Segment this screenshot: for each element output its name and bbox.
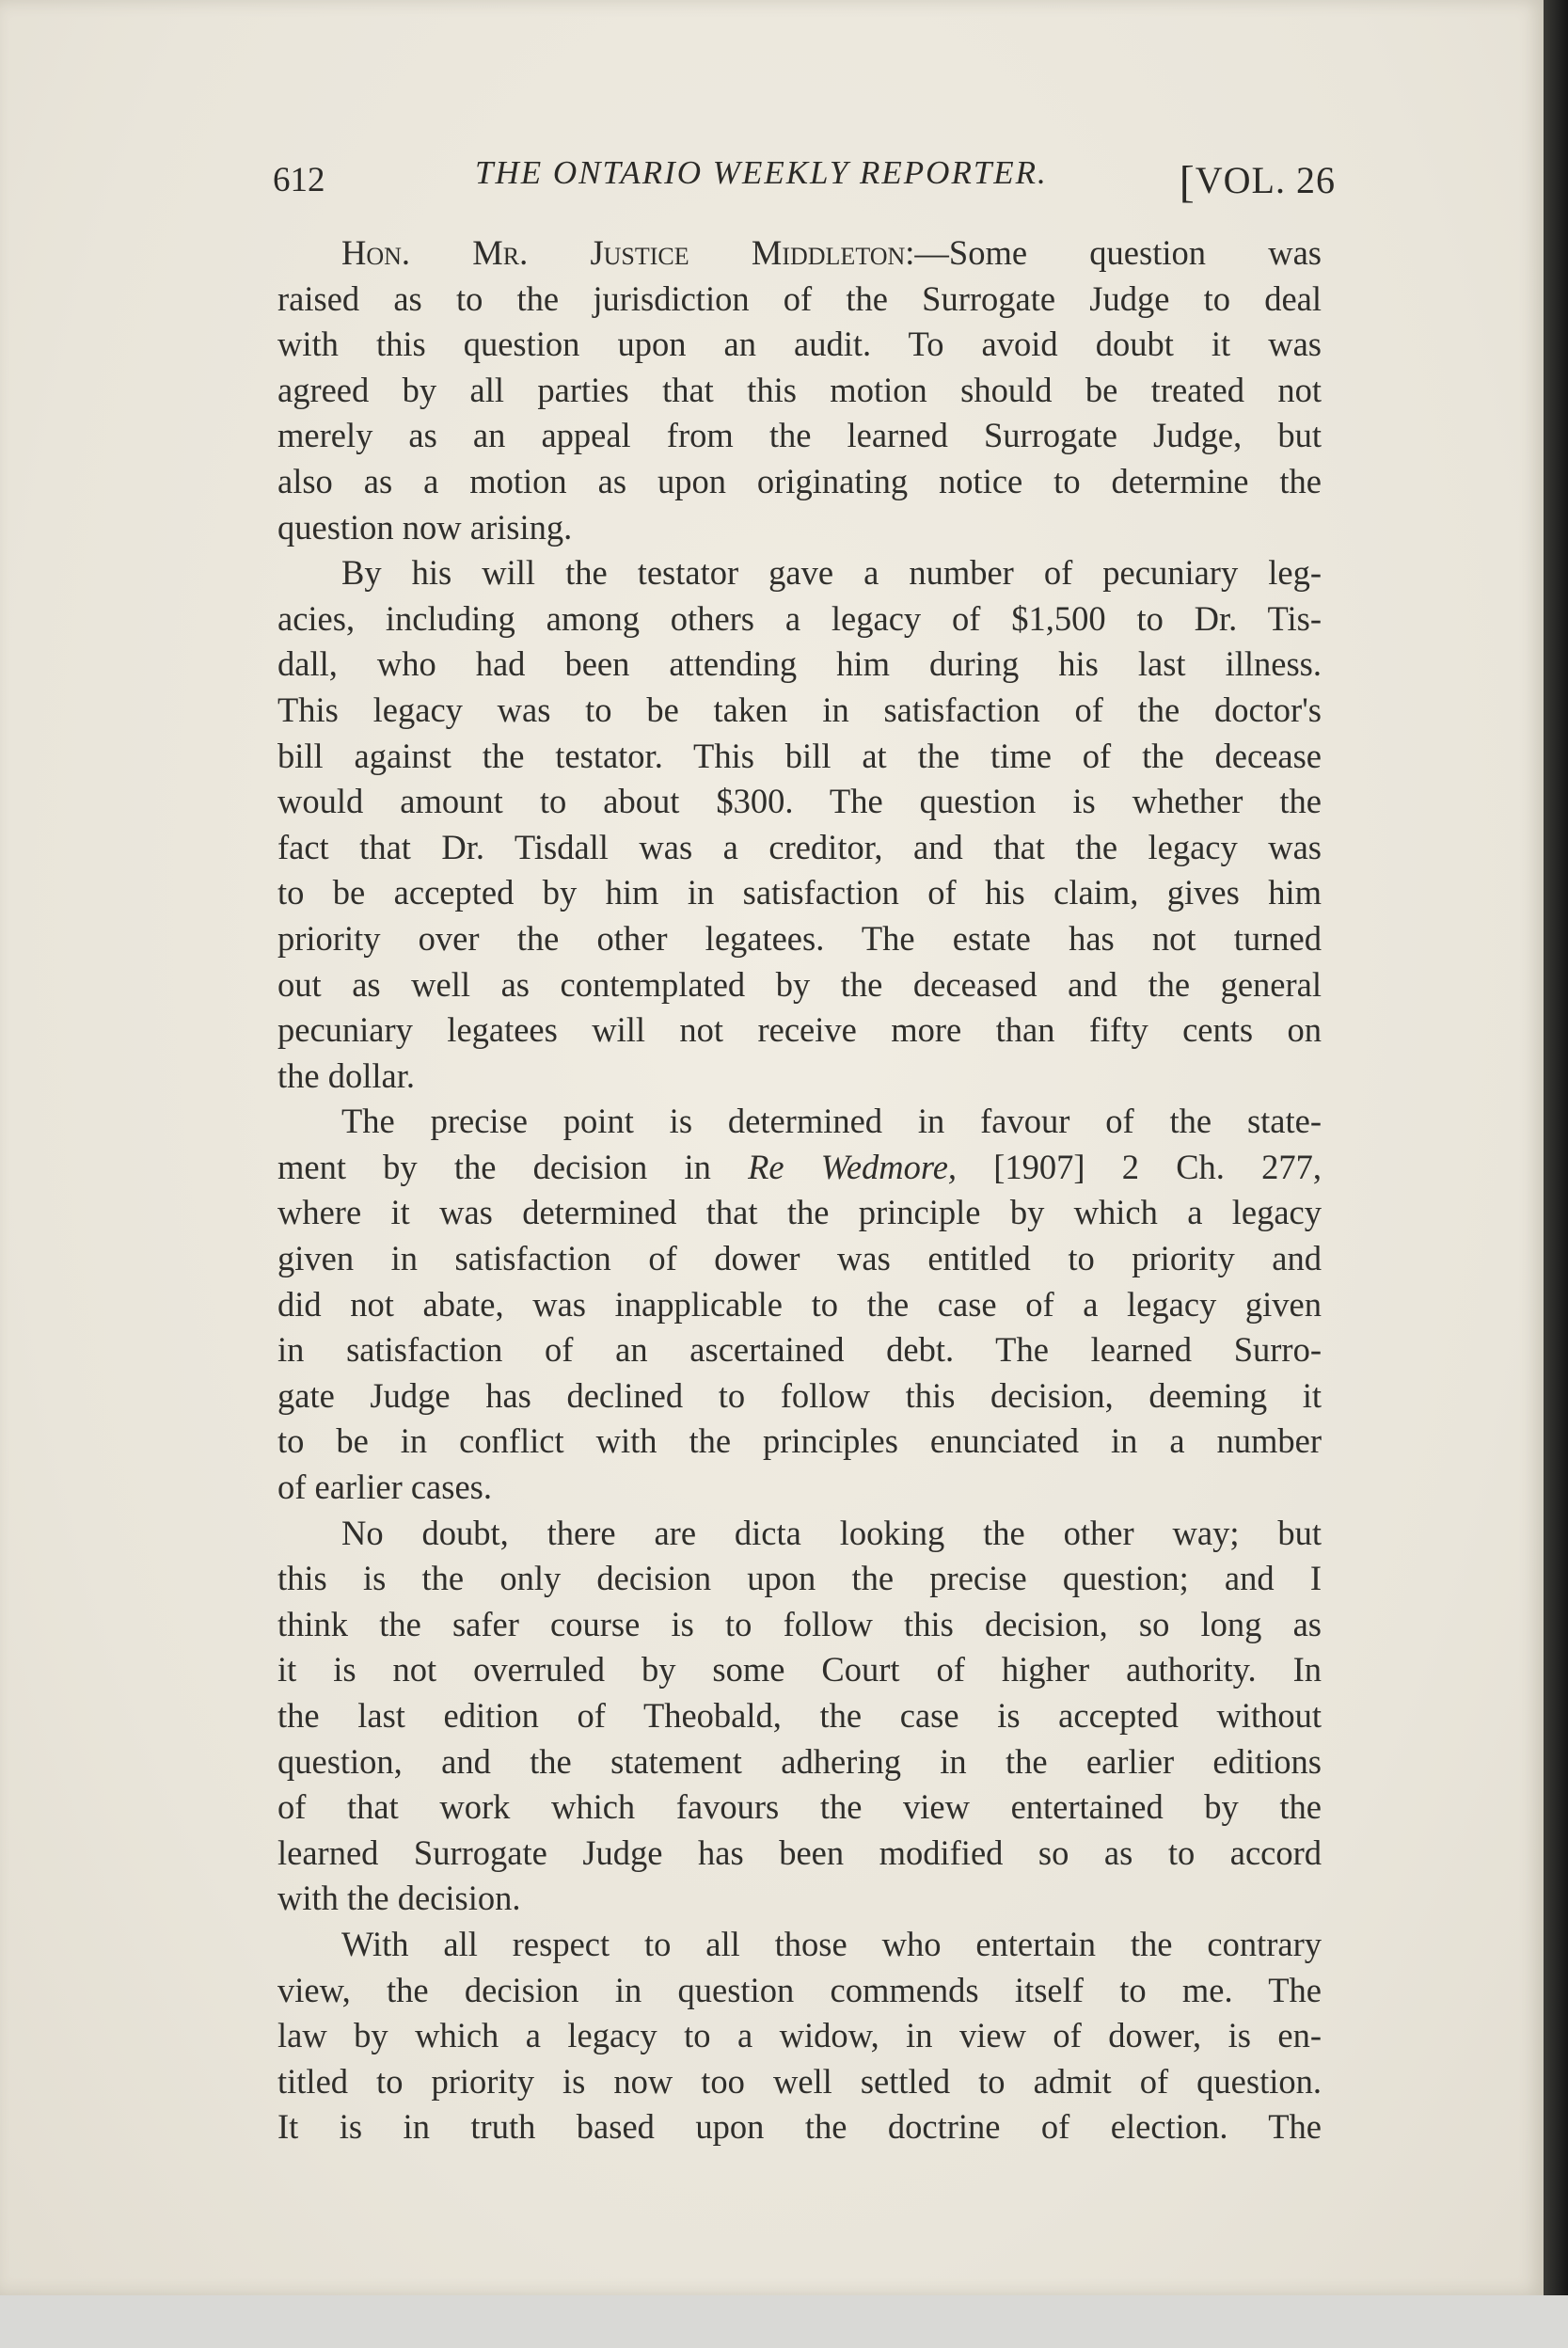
text-line [277,1145,1322,1191]
paragraph [277,550,1322,1099]
text-line: the last edition of Theobald, the case is accepted without [277,1696,1322,1735]
text-line: of earlier cases. [277,1468,492,1507]
page-number: 612 [273,161,325,199]
text-line: merely as an appeal from the learned Surrogate Judge, but [277,416,1322,455]
text-line: it is not overruled by some Court of higher authority. In [277,1650,1322,1690]
text-line: this is the only decision upon the precise question; and I [277,1559,1322,1598]
text-line: the dollar. [277,1055,415,1095]
text-line: also as a motion as upon originating notice to determine the [277,461,1322,500]
case-citation: Re Wedmore, [748,1147,958,1186]
text-line: It is in truth based upon the doctrine of election. The [277,2107,1322,2147]
judgment-text [277,230,1322,2150]
text-line: with this question upon an audit. To avoid doubt it was [277,325,1322,364]
text-line: law by which a legacy to a widow, in view of dower, is en- [277,2016,1322,2055]
text-line: By his will the testator gave a number of pecuniary leg- [341,553,1322,593]
running-header [273,151,1336,216]
text-line: No doubt, there are dicta looking the other way; but [341,1513,1322,1552]
text-line: bill against the testator. This bill at the time of the decease [277,736,1322,775]
text-line: with the decision. [277,1879,521,1918]
text-line: out as well as contemplated by the deceased and the general [277,964,1322,1004]
paragraph [277,1511,1322,1922]
text-line: agreed by all parties that this motion should be treated not [277,370,1322,409]
text-line: to be in conflict with the principles enunciated in a number [277,1421,1322,1461]
text-segment: ment by the decision in [277,1147,749,1186]
text-line: fact that Dr. Tisdall was a creditor, and that the legacy was [277,827,1322,866]
text-line: would amount to about $300. The question is whether the [277,782,1322,821]
text-line: think the safer course is to follow this decision, so long as [277,1604,1322,1643]
text-line: acies, including among others a legacy of $1,500 to Dr. Tis- [277,598,1322,638]
text-segment: :—Some question was [905,233,1322,272]
text-line: learned Surrogate Judge has been modified so as to accord [277,1832,1322,1872]
book-spine-edge [1544,0,1568,2295]
judge-name: Hon. Mr. Justice Middleton [341,233,906,272]
text-line: This legacy was to be taken in satisfaction of the doctor's [277,690,1322,729]
text-line: The precise point is determined in favour of the state- [341,1102,1322,1141]
text-line: of that work which favours the view entertained by the [277,1787,1322,1827]
volume-bracket: [ [1179,157,1196,207]
text-line: dall, who had been attending him during his last illness. [277,644,1322,684]
volume-label [1179,152,1336,207]
text-line: With all respect to all those who entertain the contrary [341,1924,1322,1963]
text-line: where it was determined that the principle by which a legacy [277,1193,1322,1232]
text-line: did not abate, was inapplicable to the case of a legacy given [277,1284,1322,1324]
paragraph [277,1099,1322,1510]
text-line: given in satisfaction of dower was entitled to priority and [277,1239,1322,1278]
text-line: titled to priority is now too well settled to admit of question. [277,2061,1322,2101]
text-line: priority over the other legatees. The estate has not turned [277,918,1322,958]
paragraph [277,1922,1322,2150]
text-line: question, and the statement adhering in the earlier editions [277,1741,1322,1781]
text-line: view, the decision in question commends itself to me. The [277,1970,1322,2009]
text-line: gate Judge has declined to follow this decision, deeming it [277,1375,1322,1415]
text-line: question now arising. [277,507,573,547]
text-line: raised as to the jurisdiction of the Surrogate Judge to deal [277,278,1322,318]
running-title: THE ONTARIO WEEKLY REPORTER. [475,154,1048,191]
paragraph [277,230,1322,550]
volume-text: VOL. 26 [1195,159,1336,201]
text-line: in satisfaction of an ascertained debt. The learned Surro- [277,1330,1322,1370]
text-line: pecuniary legatees will not receive more than fifty cents on [277,1010,1322,1050]
text-segment: [1907] 2 Ch. 277, [957,1147,1322,1186]
text-line: to be accepted by him in satisfaction of his claim, gives him [277,873,1322,912]
text-line [277,230,1322,277]
scan-bottom-margin [0,2295,1568,2348]
